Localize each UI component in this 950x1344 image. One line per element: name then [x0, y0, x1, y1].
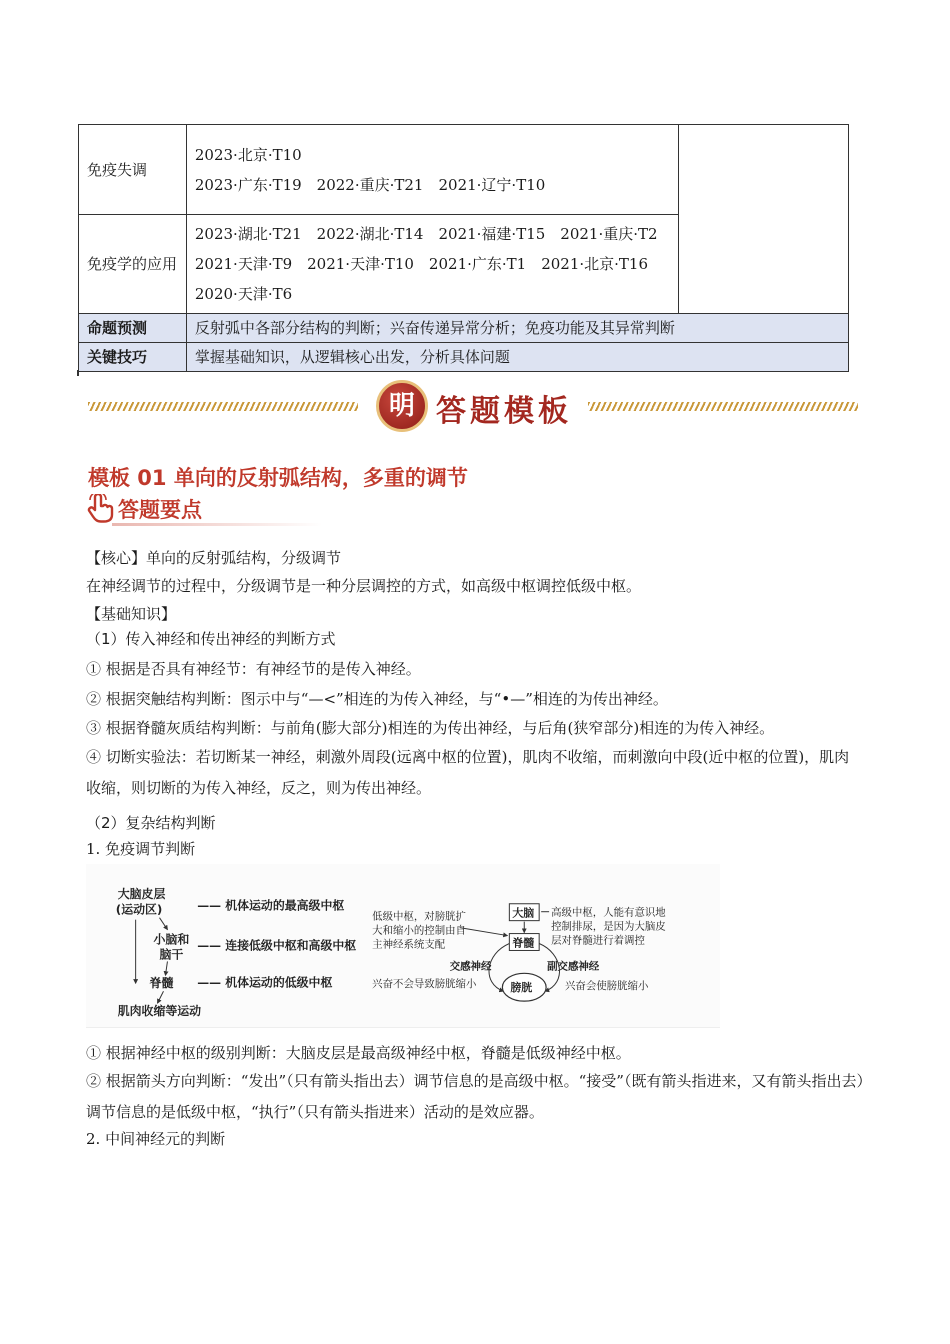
- subsection-1-heading: 1. 免疫调节判断: [86, 840, 196, 858]
- template-title: 模板 01 单向的反射弧结构，多重的调节: [88, 466, 468, 490]
- topic-cell: 免疫失调: [79, 125, 187, 215]
- spinal-cord-label: 脊髓: [512, 936, 535, 950]
- cortex-label: 大脑皮层: [117, 886, 166, 901]
- list-item: ② 根据突触结构判断：图示中与“—<”相连的为传入神经，与“•—”相连的为传出神经。: [86, 690, 668, 708]
- table-row: [79, 125, 849, 215]
- intro-line: 在神经调节的过程中，分级调节是一种分层调控的方式，如高级中枢调控低级中枢。: [86, 577, 642, 595]
- note-cerebellum: —— 连接低级中枢和高级中枢: [197, 938, 357, 953]
- table-edge: [77, 370, 79, 376]
- heading-underline: [112, 523, 322, 526]
- motor-area-label: (运动区): [115, 902, 163, 917]
- cerebellum-label: 小脑和: [153, 932, 190, 947]
- section-2-heading: （2）复杂结构判断: [86, 814, 216, 832]
- list-item: ① 根据是否具有神经节：有神经节的是传入神经。: [86, 660, 421, 678]
- note-spinal: —— 机体运动的低级中枢: [197, 975, 333, 990]
- spinal-label: 脊髓: [149, 976, 174, 991]
- hatch-decoration-left: [88, 402, 358, 411]
- muscle-label: 肌肉收缩等运动: [117, 1004, 202, 1019]
- banner-title: 答题模板: [436, 394, 572, 429]
- high-center-note: 高级中枢，人能有意识地: [551, 906, 666, 919]
- hatch-decoration-right: [588, 402, 858, 411]
- arrow-spinal-muscle: [158, 991, 164, 1003]
- judge-line: ① 根据神经中枢的级别判断：大脑皮层是最高级神经中枢，脊髓是低级神经中枢。: [86, 1044, 631, 1062]
- refs-cell: [186, 125, 678, 215]
- core-line: 【核心】单向的反射弧结构，分级调节: [86, 549, 342, 567]
- nervous-regulation-diagram: [86, 864, 720, 1028]
- ref-line: 2021·天津·T9 2021·天津·T10 2021·广东·T1 2021·北京·T16: [194, 255, 648, 273]
- brain-label: 大脑: [512, 906, 535, 920]
- parasympathetic-effect: 兴奋会使膀胱缩小: [565, 980, 649, 993]
- ref-line: 2023·广东·T19 2022·重庆·T21 2021·辽宁·T10: [194, 175, 546, 194]
- judge-line: ② 根据箭头方向判断：“发出”（只有箭头指出去）调节信息的是高级中枢。“接受”（既有箭头指进来，又有箭头指出去）调节信息的是低级中枢，“执行”（只有箭头指进来）活动的是效应器。: [86, 1072, 864, 1121]
- exam-reference-table: [78, 124, 849, 372]
- basics-heading: 【基础知识】: [86, 605, 177, 623]
- refs-cell: [186, 215, 678, 314]
- sympathetic-label: 交感神经: [449, 960, 492, 973]
- high-center-note: 层对脊髓进行着调控: [551, 934, 645, 947]
- forecast-text: 反射弧中各部分结构的判断；兴奋传递异常分析；免疫功能及其异常判断: [186, 314, 848, 343]
- ref-line: 2020·天津·T6: [194, 285, 293, 303]
- skill-text: 掌握基础知识，从逻辑核心出发，分析具体问题: [186, 343, 848, 372]
- high-center-note: 控制排尿，是因为大脑皮: [551, 920, 666, 933]
- note-cortex: —— 机体运动的最高级中枢: [197, 898, 345, 913]
- arrow-cortex-cerebellum: [159, 918, 167, 930]
- lower-center-note: 大和缩小的控制由自: [372, 924, 467, 937]
- ref-line: 2023·湖北·T21 2022·湖北·T14 2021·福建·T15 2021·重庆·T2: [194, 225, 658, 243]
- topic-cell: 免疫学的应用: [79, 215, 187, 314]
- arrow-cerebellum-spinal: [165, 961, 167, 975]
- lower-center-note: 主神经系统支配: [372, 938, 446, 951]
- section-1-heading: （1）传入神经和传出神经的判断方式: [86, 630, 336, 648]
- arrow-note-spinal: [460, 928, 508, 936]
- parasympathetic-label: 副交感神经: [547, 960, 600, 973]
- empty-cell: [679, 125, 849, 314]
- answer-template-banner: [88, 380, 858, 434]
- ref-line: 2023·北京·T10: [194, 145, 302, 164]
- sympathetic-effect: 兴奋不会导致膀胱缩小: [372, 978, 477, 991]
- lower-center-note: 低级中枢，对膀胱扩: [372, 910, 467, 923]
- forecast-label: 命题预测: [79, 314, 187, 343]
- skill-row: [79, 343, 849, 372]
- list-item: ③ 根据脊髓灰质结构判断：与前角(膨大部分)相连的为传出神经，与后角(狭窄部分)相连的为传入神经。: [86, 719, 775, 737]
- list-item: ④ 切断实验法：若切断某一神经，刺激外周段(远离中枢的位置)，肌肉不收缩，而刺激向中段(近中枢的位置)，肌肉收缩，则切断的为传入神经，反之，则为传出神经。: [86, 748, 850, 797]
- pointing-hand-icon: [86, 494, 114, 524]
- skill-label: 关键技巧: [79, 343, 187, 372]
- banner-badge-icon: 明: [376, 380, 428, 432]
- bladder-label: 膀胱: [510, 981, 533, 995]
- key-points-label: 答题要点: [118, 498, 202, 522]
- brainstem-label: 脑干: [159, 947, 184, 962]
- subsection-2-heading: 2. 中间神经元的判断: [86, 1130, 226, 1148]
- forecast-row: [79, 314, 849, 343]
